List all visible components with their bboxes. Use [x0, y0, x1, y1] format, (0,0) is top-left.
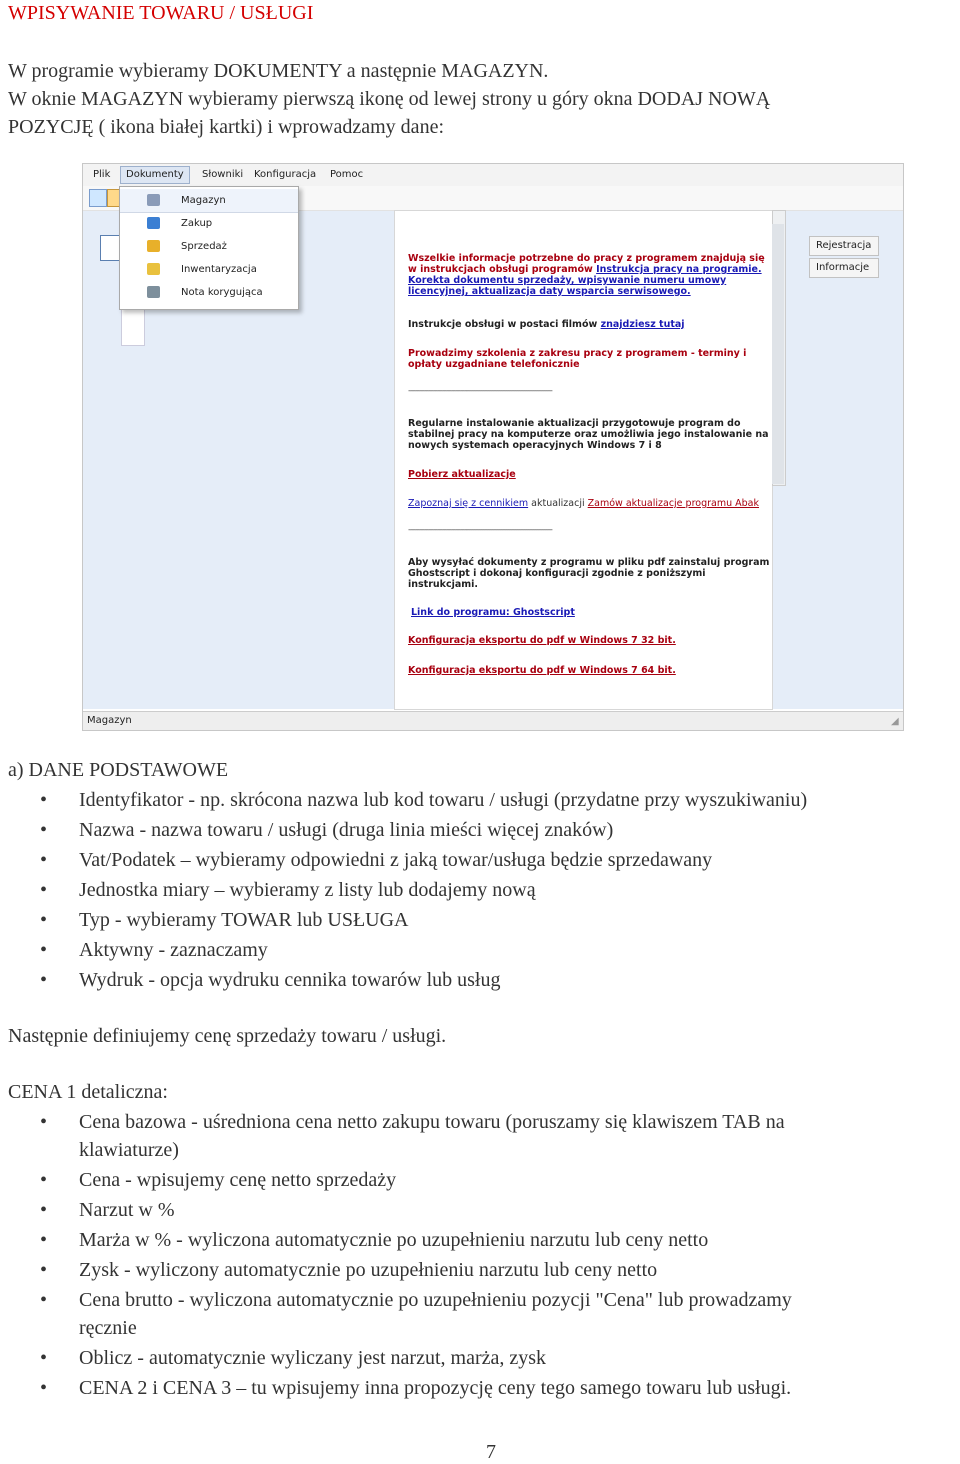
menu-slowniki[interactable]: Słowniki	[202, 169, 244, 180]
dropdown-item-zakup[interactable]: Zakup	[120, 212, 298, 235]
aktualizacje-line: Regularne instalowanie aktualizacji przygotowuje program do	[408, 418, 741, 429]
informacje-button[interactable]: Informacje	[809, 258, 879, 278]
filmy-link[interactable]: znajdziesz tutaj	[600, 319, 685, 330]
inwentaryzacja-icon	[147, 263, 160, 275]
next-line: Następnie definiujemy cenę sprzedaży towaru / usługi.	[8, 1025, 447, 1047]
korekta-link[interactable]: Korekta dokumentu sprzedaży, wpisywanie numeru umowy	[408, 275, 727, 286]
pobierz-link[interactable]: Pobierz aktualizacje	[408, 469, 516, 480]
zamow-link[interactable]: Zamów aktualizacje programu Abak	[587, 498, 759, 509]
pdf-line: Aby wysyłać dokumenty z programu w pliku pdf zainstaluj program	[408, 557, 770, 568]
instrukcja-link[interactable]: Instrukcja pracy na programie.	[596, 264, 762, 275]
menu-pomoc[interactable]: Pomoc	[330, 169, 364, 180]
section-a-heading: a) DANE PODSTAWOWE	[8, 759, 229, 781]
dokumenty-dropdown	[119, 186, 299, 310]
separator-2: ----------------------------------------------------------------	[408, 525, 552, 535]
new-page-icon[interactable]	[89, 189, 107, 207]
magazyn-icon	[147, 194, 160, 206]
aktualizacje-line-2: stabilnej pracy na komputerze oraz umożliwia jego instalowanie na	[408, 429, 769, 440]
sprzedaz-icon	[147, 240, 160, 252]
page-number: 7	[486, 1441, 496, 1463]
separator: ----------------------------------------------------------------	[408, 386, 552, 396]
side-buttons	[809, 236, 879, 280]
szkolenia-line-2: opłaty uzgadniane telefonicznie	[408, 359, 580, 370]
page-title: WPISYWANIE TOWARU / USŁUGI	[8, 2, 314, 24]
cennik-line: Zapoznaj się z cennikiem aktualizacji Zamów aktualizacje programu Abak	[408, 498, 759, 509]
resize-grip-icon[interactable]: ◢	[891, 716, 899, 727]
menu-dokumenty[interactable]: Dokumenty	[120, 166, 190, 184]
intro-line-3: POZYCJĘ ( ikona białej kartki) i wprowadzamy dane:	[8, 116, 444, 138]
pdf-line-2: Ghostscript i dokonaj konfiguracji zgodnie z poniższymi	[408, 568, 706, 579]
rejestracja-button[interactable]: Rejestracja	[809, 236, 879, 256]
zakup-icon	[147, 217, 160, 229]
status-bar	[83, 711, 903, 730]
filmy-line: Instrukcje obsługi w postaci filmów znajdziesz tutaj	[408, 319, 685, 330]
info-line: Wszelkie informacje potrzebne do pracy z programem znajdują się	[408, 253, 765, 264]
dropdown-item-magazyn[interactable]: Magazyn	[120, 189, 298, 213]
konfig-32-link[interactable]: Konfiguracja eksportu do pdf w Windows 7 32 bit.	[408, 635, 676, 646]
app-screenshot	[82, 163, 904, 731]
scroll-thumb[interactable]	[772, 224, 784, 484]
korekta-link-2[interactable]: licencyjnej, aktualizacja daty wsparcia serwisowego.	[408, 286, 691, 297]
aktualizacje-line-3: nowych systemach operacyjnych Windows 7 i 8	[408, 440, 662, 451]
info-line: w instrukcjach obsługi programów Instrukcja pracy na programie.	[408, 264, 762, 275]
nota-icon	[147, 286, 160, 298]
intro-line-2: W oknie MAGAZYN wybieramy pierwszą ikonę od lewej strony u góry okna DODAJ NOWĄ	[8, 88, 771, 110]
dropdown-item-nota-korygujaca[interactable]: Nota korygująca	[120, 281, 298, 304]
menu-konfiguracja[interactable]: Konfiguracja	[254, 169, 317, 180]
dropdown-item-sprzedaz[interactable]: Sprzedaż	[120, 235, 298, 258]
status-text: Magazyn	[87, 715, 132, 726]
menu-plik[interactable]: Plik	[93, 169, 111, 180]
menu-bar	[83, 164, 903, 187]
intro-line-1: W programie wybieramy DOKUMENTY a następnie MAGAZYN.	[8, 60, 549, 82]
dropdown-item-inwentaryzacja[interactable]: Inwentaryzacja	[120, 258, 298, 281]
pdf-line-3: instrukcjami.	[408, 579, 479, 590]
szkolenia-line: Prowadzimy szkolenia z zakresu pracy z programem - terminy i	[408, 348, 747, 359]
cennik-link[interactable]: Zapoznaj się z cennikiem	[408, 498, 529, 509]
ghostscript-link[interactable]: Link do programu: Ghostscript	[411, 607, 575, 618]
konfig-64-link[interactable]: Konfiguracja eksportu do pdf w Windows 7 64 bit.	[408, 665, 676, 676]
cena-heading: CENA 1 detaliczna:	[8, 1081, 168, 1103]
